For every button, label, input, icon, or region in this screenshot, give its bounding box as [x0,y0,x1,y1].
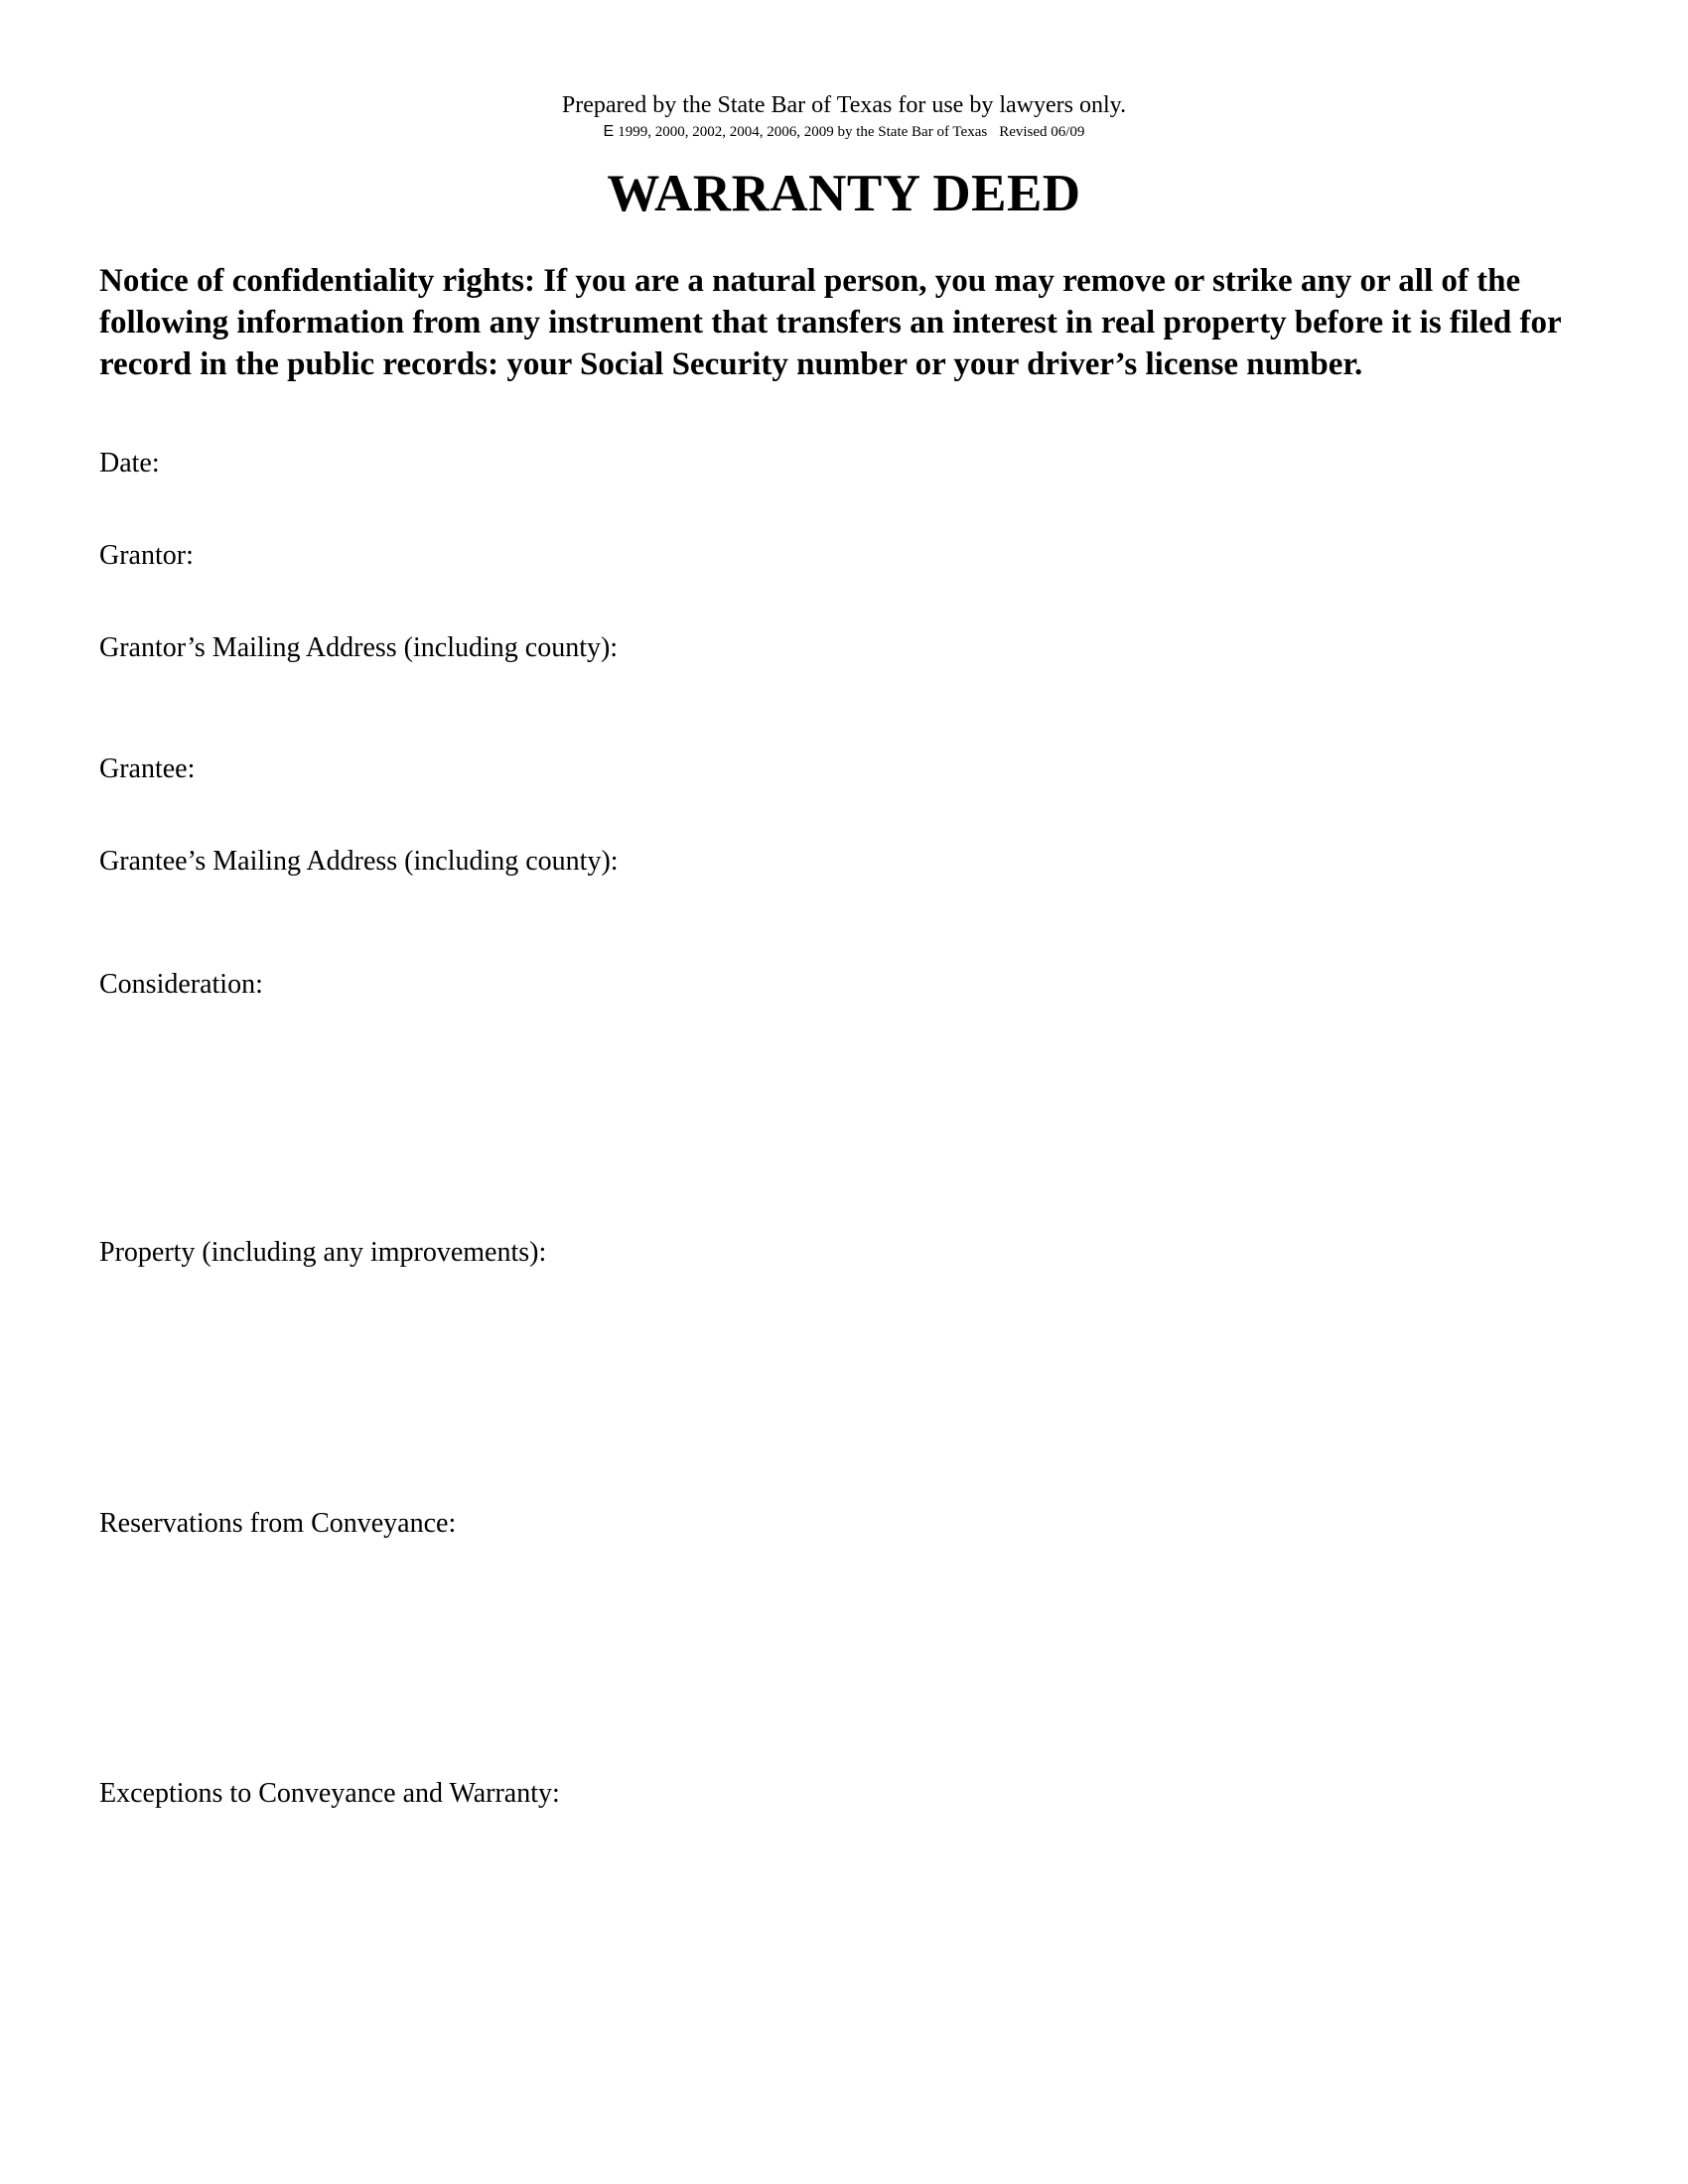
copyright-symbol: E [603,123,615,140]
document-title: WARRANTY DEED [607,165,1081,222]
grantor-label: Grantor: [99,540,194,571]
grantee-label: Grantee: [99,753,196,784]
consideration-label: Consideration: [99,969,263,1000]
prepared-by-line: Prepared by the State Bar of Texas for use by lawyers only. [561,92,1127,118]
grantor-address-label: Grantor’s Mailing Address (including county): [99,632,619,663]
copyright-line [0,123,1688,141]
grantee-address-label: Grantee’s Mailing Address (including county): [99,846,619,877]
confidentiality-notice: Notice of confidentiality rights: If you are a natural person, you may remove or strike any or all of the following information from any instrument that transfers an interest in real property before it is filed for record in the public records: your Social Security number or your driver’s license number. [99,263,1562,382]
property-label: Property (including any improvements): [99,1237,547,1268]
copyright-text: 1999, 2000, 2002, 2004, 2006, 2009 by the State Bar of Texas [618,124,988,140]
date-label: Date: [99,448,160,478]
exceptions-label: Exceptions to Conveyance and Warranty: [99,1778,560,1809]
reservations-label: Reservations from Conveyance: [99,1508,457,1539]
revised-date: Revised 06/09 [999,124,1085,140]
